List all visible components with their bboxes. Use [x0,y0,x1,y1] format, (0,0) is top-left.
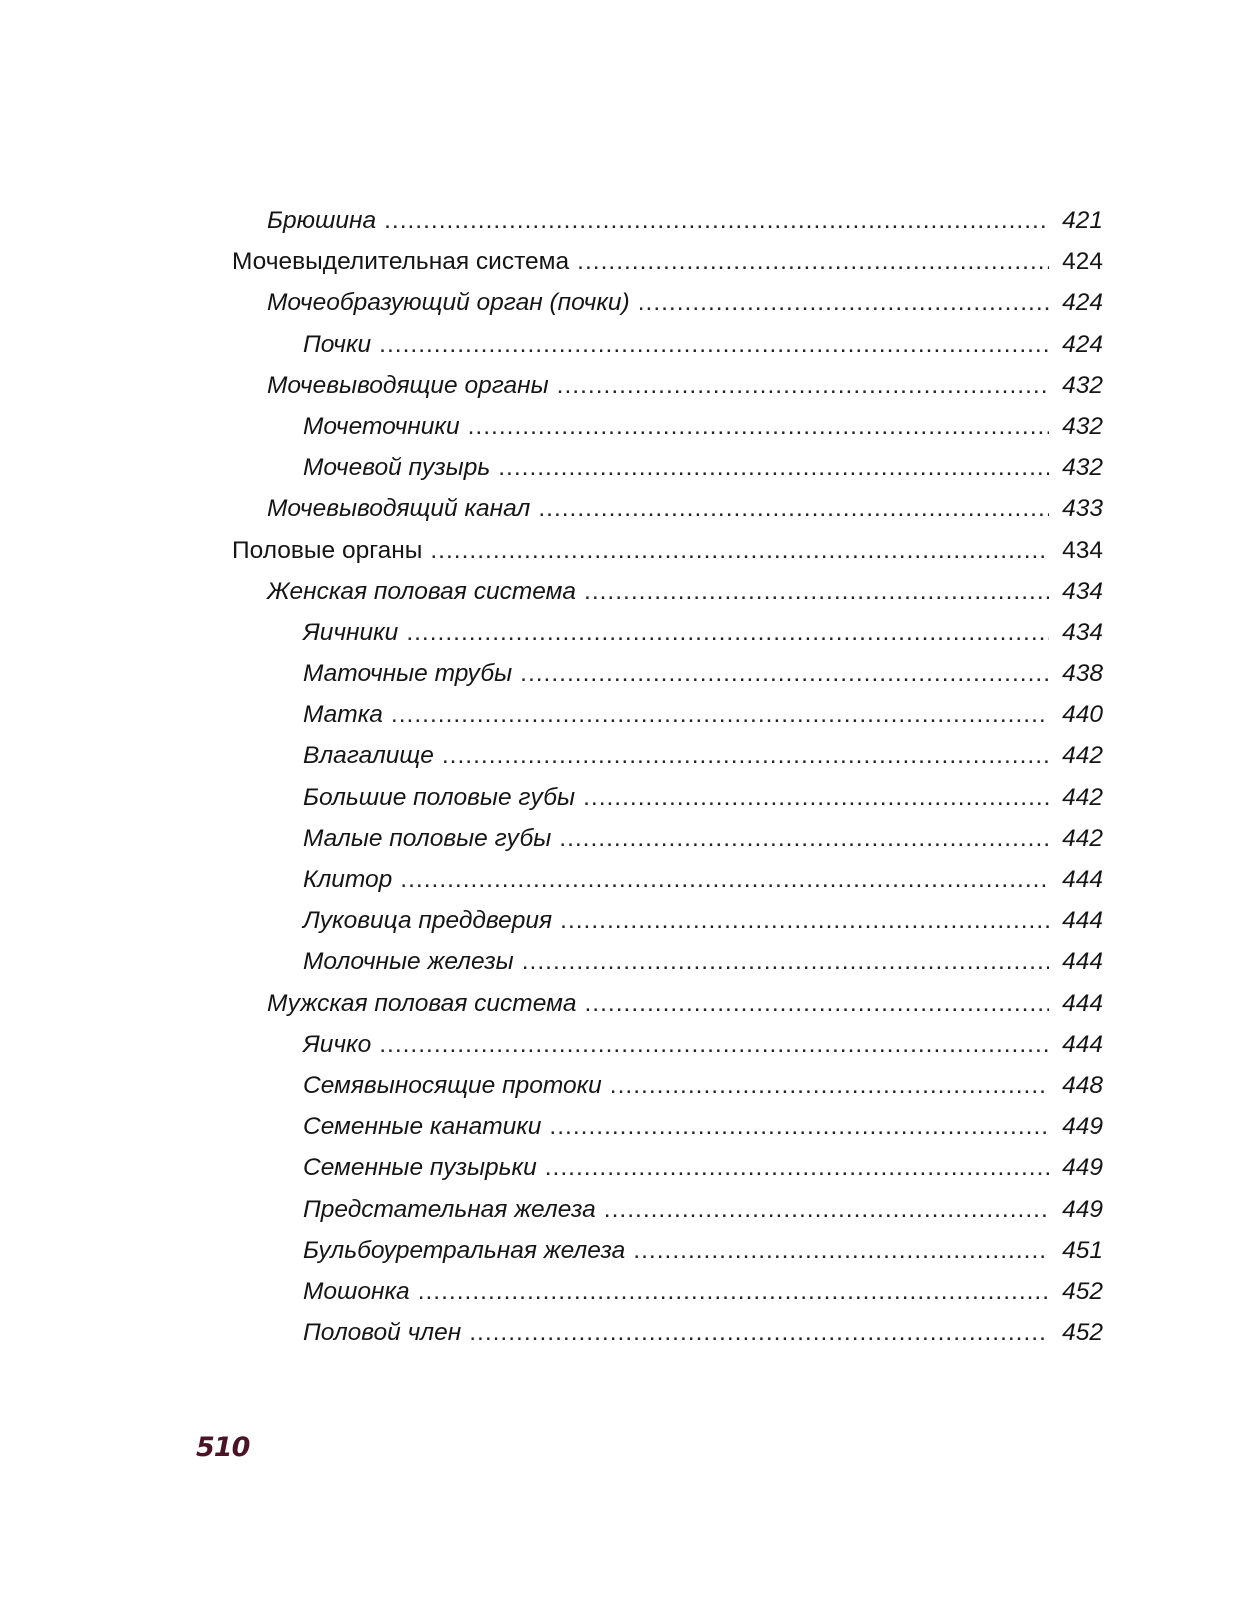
toc-entry [0,324,1237,365]
toc-entry-title: Мужская половая система [267,989,577,1017]
toc-entry-title: Семявыносящие протоки [303,1071,602,1099]
toc-entry-title: Мошонка [303,1277,410,1305]
toc-dot-leader [584,571,1049,612]
toc-entry [0,818,1237,859]
toc-entry-title: Почки [303,330,372,358]
toc-entry [0,735,1237,776]
toc-entry [0,200,1237,241]
toc-dot-leader [379,324,1049,365]
toc-entry-title: Мочевыводящий канал [267,495,531,523]
toc-entry [0,777,1237,818]
page-number: 510 [196,1432,250,1463]
toc-entry-page: 444 [1062,948,1103,976]
toc-entry [0,1271,1237,1312]
toc-entry-page: 442 [1062,824,1103,852]
toc-dot-leader [585,983,1050,1024]
toc-dot-leader [610,1065,1049,1106]
toc-entry-page: 448 [1062,1071,1103,1099]
toc-entry-page: 449 [1062,1154,1103,1182]
toc-entry-page: 432 [1062,454,1103,482]
toc-entry [0,859,1237,900]
toc-entry-page: 433 [1062,495,1103,523]
toc-entry-page: 440 [1062,701,1103,729]
toc-dot-leader [468,406,1049,447]
toc-entry-page: 444 [1062,1030,1103,1058]
toc-entry-page: 424 [1062,330,1103,358]
toc-entry [0,941,1237,982]
toc-entry-title: Малые половые губы [303,824,552,852]
toc-entry [0,1106,1237,1147]
toc-entry-page: 442 [1062,783,1103,811]
toc-entry [0,1230,1237,1271]
toc-entry-page: 438 [1062,660,1103,688]
toc-entry-page: 451 [1062,1236,1103,1264]
toc-dot-leader [418,1271,1049,1312]
toc-entry [0,530,1237,571]
toc-entry [0,1065,1237,1106]
toc-entry-page: 434 [1062,577,1103,605]
toc-entry-title: Половой член [303,1319,462,1347]
toc-entry-title: Мочевыводящие органы [267,371,549,399]
toc-entry [0,653,1237,694]
toc-dot-leader [469,1312,1049,1353]
toc-entry-title: Большие половые губы [303,783,576,811]
toc-dot-leader [604,1189,1049,1230]
toc-entry-title: Луковица преддверия [303,907,553,935]
toc-entry-page: 444 [1062,907,1103,935]
toc-entry [0,447,1237,488]
toc-entry-page: 432 [1062,371,1103,399]
toc-entry-title: Мочеобразующий орган (почки) [267,289,630,317]
toc-entry [0,694,1237,735]
toc-dot-leader [442,735,1049,776]
toc-dot-leader [538,488,1049,529]
toc-entry-title: Семенные канатики [303,1113,542,1141]
toc-entry [0,571,1237,612]
toc-entry-page: 444 [1062,866,1103,893]
toc-entry [0,282,1237,323]
toc-entry [0,406,1237,447]
toc-entry [0,983,1237,1024]
toc-dot-leader [638,282,1049,323]
toc-entry-title: Женская половая система [267,577,577,605]
toc-entry-page: 449 [1062,1113,1103,1141]
toc-entry [0,900,1237,941]
toc-entry-title: Предстательная железа [303,1195,596,1223]
toc-entry-title: Мочевыделительная система [232,248,570,276]
toc-dot-leader [560,900,1049,941]
toc-entry [0,1312,1237,1353]
toc-entry [0,365,1237,406]
toc-entry-title: Матка [303,701,383,729]
toc-dot-leader [583,777,1049,818]
toc-dot-leader [430,530,1049,571]
toc-dot-leader [384,200,1049,241]
toc-entry [0,612,1237,653]
toc-dot-leader [633,1230,1049,1271]
toc-entry-page: 424 [1062,289,1103,317]
toc-entry-title: Маточные трубы [303,660,513,688]
toc-entry-title: Влагалище [303,742,434,770]
toc-entry-page: 444 [1062,989,1103,1017]
toc-entry [0,1147,1237,1188]
toc-dot-leader [557,365,1049,406]
toc-entry-title: Молочные железы [303,948,514,976]
toc-entry-page: 424 [1062,248,1103,276]
toc-dot-leader [559,818,1049,859]
toc-dot-leader [379,1024,1049,1065]
toc-entry-page: 449 [1062,1195,1103,1223]
toc-dot-leader [498,447,1049,488]
toc-entry-page: 432 [1062,412,1103,440]
toc-entry-title: Брюшина [267,207,377,234]
toc-entry-page: 434 [1062,618,1103,646]
toc-entry-page: 452 [1062,1319,1103,1347]
table-of-contents [0,200,1237,1353]
toc-dot-leader [406,612,1049,653]
toc-entry-title: Мочеточники [303,412,460,440]
toc-dot-leader [522,941,1049,982]
toc-dot-leader [520,653,1049,694]
toc-entry-page: 442 [1062,742,1103,770]
toc-dot-leader [549,1106,1049,1147]
toc-entry [0,1189,1237,1230]
toc-entry-title: Бульбоуретральная железа [303,1236,626,1264]
toc-dot-leader [545,1147,1049,1188]
toc-dot-leader [391,694,1049,735]
toc-entry-title: Клитор [303,866,393,893]
toc-entry-title: Половые органы [232,536,423,564]
toc-entry-page: 452 [1062,1277,1103,1305]
toc-entry [0,488,1237,529]
toc-entry-title: Семенные пузырьки [303,1154,537,1182]
toc-entry-title: Мочевой пузырь [303,454,491,482]
toc-entry [0,1024,1237,1065]
toc-entry-page: 434 [1062,536,1103,564]
toc-entry [0,241,1237,282]
toc-entry-page: 421 [1062,207,1103,234]
toc-entry-title: Яичники [303,618,399,646]
toc-dot-leader [400,859,1049,900]
toc-entry-title: Яичко [303,1030,372,1058]
toc-dot-leader [577,241,1049,282]
